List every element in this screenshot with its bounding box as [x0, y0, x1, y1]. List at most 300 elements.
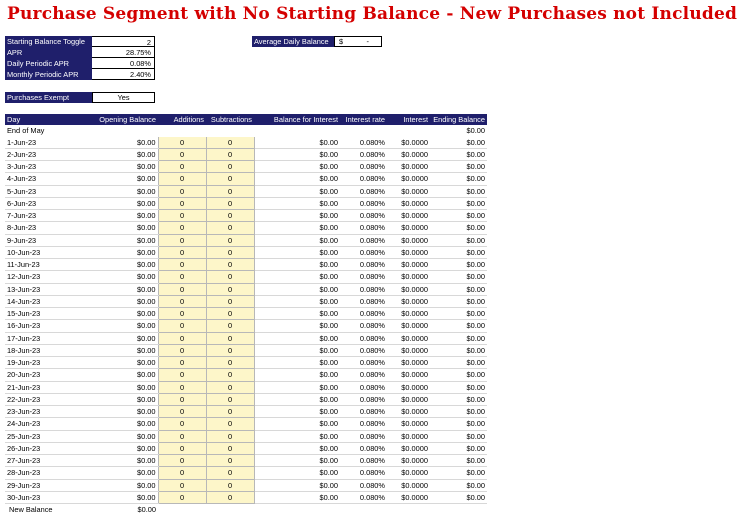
table-row — [5, 308, 487, 320]
ending-balance-cell[interactable]: $0.00 — [430, 442, 487, 454]
table-row — [5, 418, 487, 430]
ending-balance-cell[interactable]: $0.00 — [430, 369, 487, 381]
additions-input-cell[interactable]: 0 — [158, 357, 206, 369]
table-row — [5, 210, 487, 222]
balance-for-interest-cell[interactable]: $0.00 — [254, 393, 340, 405]
additions-input-cell[interactable]: 0 — [158, 259, 206, 271]
interest-rate-cell[interactable]: 0.080% — [340, 406, 387, 418]
ending-balance-cell[interactable]: $0.00 — [430, 197, 487, 209]
day-cell[interactable]: 21-Jun-23 — [5, 381, 69, 393]
interest-cell[interactable]: $0.0000 — [387, 442, 430, 454]
ending-balance-cell[interactable]: $0.00 — [430, 357, 487, 369]
balance-for-interest-cell[interactable]: $0.00 — [254, 406, 340, 418]
balance-for-interest-cell[interactable]: $0.00 — [254, 491, 340, 503]
interest-rate-cell[interactable]: 0.080% — [340, 283, 387, 295]
opening-balance-cell[interactable]: $0.00 — [69, 259, 158, 271]
interest-cell[interactable]: $0.0000 — [387, 369, 430, 381]
additions-input-cell[interactable]: 0 — [158, 222, 206, 234]
opening-balance-cell[interactable]: $0.00 — [69, 137, 158, 149]
interest-rate-cell[interactable]: 0.080% — [340, 234, 387, 246]
interest-cell[interactable]: $0.0000 — [387, 393, 430, 405]
day-cell[interactable]: 22-Jun-23 — [5, 393, 69, 405]
additions-input-cell[interactable]: 0 — [158, 344, 206, 356]
day-cell[interactable]: 19-Jun-23 — [5, 357, 69, 369]
balance-for-interest-cell[interactable]: $0.00 — [254, 467, 340, 479]
table-row — [5, 369, 487, 381]
balance-for-interest-cell[interactable]: $0.00 — [254, 173, 340, 185]
subtractions-input-cell[interactable]: 0 — [206, 197, 254, 209]
ending-balance-cell[interactable]: $0.00 — [430, 185, 487, 197]
balance-for-interest-cell[interactable]: $0.00 — [254, 222, 340, 234]
interest-cell[interactable]: $0.0000 — [387, 148, 430, 160]
subtractions-input-cell[interactable]: 0 — [206, 283, 254, 295]
param-value-cell[interactable]: 0.08% — [92, 58, 155, 69]
balance-for-interest-cell[interactable]: $0.00 — [254, 308, 340, 320]
ending-balance-cell[interactable]: $0.00 — [430, 308, 487, 320]
ending-balance-cell[interactable]: $0.00 — [430, 332, 487, 344]
col-header-balance-for-interest: Balance for Interest — [254, 114, 340, 125]
opening-balance-cell[interactable]: $0.00 — [69, 185, 158, 197]
ending-balance-cell[interactable]: $0.00 — [430, 283, 487, 295]
interest-cell[interactable]: $0.0000 — [387, 491, 430, 503]
interest-rate-cell[interactable]: 0.080% — [340, 173, 387, 185]
end-of-may-ending[interactable]: $0.00 — [430, 125, 487, 136]
subtractions-input-cell[interactable]: 0 — [206, 344, 254, 356]
additions-input-cell[interactable]: 0 — [158, 271, 206, 283]
balance-for-interest-cell[interactable]: $0.00 — [254, 442, 340, 454]
day-cell[interactable]: 15-Jun-23 — [5, 308, 69, 320]
interest-cell[interactable]: $0.0000 — [387, 357, 430, 369]
opening-balance-cell[interactable]: $0.00 — [69, 418, 158, 430]
parameters-block — [5, 36, 155, 80]
interest-rate-cell[interactable]: 0.080% — [340, 430, 387, 442]
balance-for-interest-cell[interactable]: $0.00 — [254, 418, 340, 430]
balance-for-interest-cell[interactable]: $0.00 — [254, 344, 340, 356]
subtractions-input-cell[interactable]: 0 — [206, 234, 254, 246]
subtractions-input-cell[interactable]: 0 — [206, 295, 254, 307]
table-row — [5, 357, 487, 369]
table-row — [5, 491, 487, 503]
ending-balance-cell[interactable]: $0.00 — [430, 430, 487, 442]
day-cell[interactable]: 30-Jun-23 — [5, 491, 69, 503]
subtractions-input-cell[interactable]: 0 — [206, 246, 254, 258]
day-cell[interactable]: 24-Jun-23 — [5, 418, 69, 430]
day-cell[interactable]: 29-Jun-23 — [5, 479, 69, 491]
additions-input-cell[interactable]: 0 — [158, 197, 206, 209]
table-row — [5, 234, 487, 246]
additions-input-cell[interactable]: 0 — [158, 308, 206, 320]
subtractions-input-cell[interactable]: 0 — [206, 332, 254, 344]
opening-balance-cell[interactable]: $0.00 — [69, 234, 158, 246]
balance-for-interest-cell[interactable]: $0.00 — [254, 259, 340, 271]
interest-rate-cell[interactable]: 0.080% — [340, 491, 387, 503]
balance-for-interest-cell[interactable]: $0.00 — [254, 320, 340, 332]
interest-cell[interactable]: $0.0000 — [387, 283, 430, 295]
ending-balance-cell[interactable]: $0.00 — [430, 234, 487, 246]
opening-balance-cell[interactable]: $0.00 — [69, 369, 158, 381]
interest-cell[interactable]: $0.0000 — [387, 320, 430, 332]
balance-for-interest-cell[interactable]: $0.00 — [254, 234, 340, 246]
table-row — [5, 148, 487, 160]
opening-balance-cell[interactable]: $0.00 — [69, 308, 158, 320]
day-cell[interactable]: 12-Jun-23 — [5, 271, 69, 283]
param-label: Starting Balance Toggle — [5, 36, 92, 47]
interest-rate-cell[interactable]: 0.080% — [340, 137, 387, 149]
opening-balance-cell[interactable]: $0.00 — [69, 320, 158, 332]
additions-input-cell[interactable]: 0 — [158, 210, 206, 222]
additions-input-cell[interactable]: 0 — [158, 234, 206, 246]
day-cell[interactable]: 20-Jun-23 — [5, 369, 69, 381]
interest-rate-cell[interactable]: 0.080% — [340, 308, 387, 320]
interest-rate-cell[interactable]: 0.080% — [340, 259, 387, 271]
day-cell[interactable]: 8-Jun-23 — [5, 222, 69, 234]
ending-balance-cell[interactable]: $0.00 — [430, 161, 487, 173]
interest-rate-cell[interactable]: 0.080% — [340, 320, 387, 332]
param-label: APR — [5, 47, 92, 58]
ending-balance-cell[interactable]: $0.00 — [430, 491, 487, 503]
ending-balance-cell[interactable]: $0.00 — [430, 173, 487, 185]
interest-rate-cell[interactable]: 0.080% — [340, 295, 387, 307]
interest-cell[interactable]: $0.0000 — [387, 479, 430, 491]
end-of-may-row — [5, 125, 487, 136]
day-cell[interactable]: 16-Jun-23 — [5, 320, 69, 332]
balance-for-interest-cell[interactable]: $0.00 — [254, 197, 340, 209]
additions-input-cell[interactable]: 0 — [158, 332, 206, 344]
balance-for-interest-cell[interactable]: $0.00 — [254, 210, 340, 222]
subtractions-input-cell[interactable]: 0 — [206, 137, 254, 149]
interest-cell[interactable]: $0.0000 — [387, 308, 430, 320]
table-row — [5, 344, 487, 356]
opening-balance-cell[interactable]: $0.00 — [69, 173, 158, 185]
opening-balance-cell[interactable]: $0.00 — [69, 393, 158, 405]
balance-for-interest-cell[interactable]: $0.00 — [254, 246, 340, 258]
daily-balance-table — [5, 114, 487, 515]
interest-rate-cell[interactable]: 0.080% — [340, 467, 387, 479]
subtractions-input-cell[interactable]: 0 — [206, 308, 254, 320]
interest-cell[interactable]: $0.0000 — [387, 246, 430, 258]
day-cell[interactable]: 13-Jun-23 — [5, 283, 69, 295]
additions-input-cell[interactable]: 0 — [158, 430, 206, 442]
interest-rate-cell[interactable]: 0.080% — [340, 222, 387, 234]
ending-balance-cell[interactable]: $0.00 — [430, 210, 487, 222]
ending-balance-cell[interactable]: $0.00 — [430, 259, 487, 271]
day-cell[interactable]: 2-Jun-23 — [5, 148, 69, 160]
day-cell[interactable]: 9-Jun-23 — [5, 234, 69, 246]
day-cell[interactable]: 1-Jun-23 — [5, 137, 69, 149]
day-cell[interactable]: 14-Jun-23 — [5, 295, 69, 307]
interest-rate-cell[interactable]: 0.080% — [340, 332, 387, 344]
ending-balance-cell[interactable]: $0.00 — [430, 295, 487, 307]
ending-balance-cell[interactable]: $0.00 — [430, 271, 487, 283]
ending-balance-cell[interactable]: $0.00 — [430, 418, 487, 430]
balance-for-interest-cell[interactable]: $0.00 — [254, 430, 340, 442]
interest-cell[interactable]: $0.0000 — [387, 210, 430, 222]
subtractions-input-cell[interactable]: 0 — [206, 271, 254, 283]
interest-cell[interactable]: $0.0000 — [387, 467, 430, 479]
table-row — [5, 173, 487, 185]
subtractions-input-cell[interactable]: 0 — [206, 406, 254, 418]
balance-for-interest-cell[interactable]: $0.00 — [254, 332, 340, 344]
day-cell[interactable]: 11-Jun-23 — [5, 259, 69, 271]
sheet-title: Purchase Segment with No Starting Balance - New Purchases not Included — [7, 4, 737, 24]
subtractions-input-cell[interactable]: 0 — [206, 320, 254, 332]
subtractions-input-cell[interactable]: 0 — [206, 430, 254, 442]
table-row — [5, 467, 487, 479]
subtractions-input-cell[interactable]: 0 — [206, 455, 254, 467]
interest-cell[interactable]: $0.0000 — [387, 173, 430, 185]
additions-input-cell[interactable]: 0 — [158, 479, 206, 491]
subtractions-input-cell[interactable]: 0 — [206, 393, 254, 405]
opening-balance-cell[interactable]: $0.00 — [69, 479, 158, 491]
subtractions-input-cell[interactable]: 0 — [206, 185, 254, 197]
interest-cell[interactable]: $0.0000 — [387, 161, 430, 173]
param-row-daily-apr — [5, 58, 155, 69]
avg-daily-balance-value: - — [367, 37, 369, 46]
interest-cell[interactable]: $0.0000 — [387, 455, 430, 467]
interest-rate-cell[interactable]: 0.080% — [340, 442, 387, 454]
table-row — [5, 442, 487, 454]
additions-input-cell[interactable]: 0 — [158, 246, 206, 258]
table-row — [5, 381, 487, 393]
subtractions-input-cell[interactable]: 0 — [206, 148, 254, 160]
table-row — [5, 246, 487, 258]
opening-balance-cell[interactable]: $0.00 — [69, 455, 158, 467]
subtractions-input-cell[interactable]: 0 — [206, 381, 254, 393]
ending-balance-cell[interactable]: $0.00 — [430, 467, 487, 479]
day-cell[interactable]: 18-Jun-23 — [5, 344, 69, 356]
interest-rate-cell[interactable]: 0.080% — [340, 210, 387, 222]
opening-balance-cell[interactable]: $0.00 — [69, 344, 158, 356]
interest-rate-cell[interactable]: 0.080% — [340, 197, 387, 209]
additions-input-cell[interactable]: 0 — [158, 161, 206, 173]
additions-input-cell[interactable]: 0 — [158, 455, 206, 467]
ending-balance-cell[interactable]: $0.00 — [430, 344, 487, 356]
opening-balance-cell[interactable]: $0.00 — [69, 381, 158, 393]
param-value-cell[interactable]: 2.40% — [92, 69, 155, 80]
col-header-ending-balance: Ending Balance — [430, 114, 487, 125]
purchases-exempt-label: Purchases Exempt — [5, 92, 92, 103]
subtractions-input-cell[interactable]: 0 — [206, 161, 254, 173]
balance-for-interest-cell[interactable]: $0.00 — [254, 295, 340, 307]
param-row-apr — [5, 47, 155, 58]
table-row — [5, 455, 487, 467]
day-cell[interactable]: 26-Jun-23 — [5, 442, 69, 454]
subtractions-input-cell[interactable]: 0 — [206, 357, 254, 369]
ending-balance-cell[interactable]: $0.00 — [430, 148, 487, 160]
day-cell[interactable]: 25-Jun-23 — [5, 430, 69, 442]
ending-balance-cell[interactable]: $0.00 — [430, 381, 487, 393]
opening-balance-cell[interactable]: $0.00 — [69, 148, 158, 160]
subtractions-input-cell[interactable]: 0 — [206, 418, 254, 430]
opening-balance-cell[interactable]: $0.00 — [69, 210, 158, 222]
interest-rate-cell[interactable]: 0.080% — [340, 344, 387, 356]
day-cell[interactable]: 17-Jun-23 — [5, 332, 69, 344]
opening-balance-cell[interactable]: $0.00 — [69, 271, 158, 283]
day-cell[interactable]: 27-Jun-23 — [5, 455, 69, 467]
purchases-exempt — [5, 92, 155, 103]
ending-balance-cell[interactable]: $0.00 — [430, 393, 487, 405]
interest-rate-cell[interactable]: 0.080% — [340, 357, 387, 369]
ending-balance-cell[interactable]: $0.00 — [430, 406, 487, 418]
interest-cell[interactable]: $0.0000 — [387, 430, 430, 442]
interest-cell[interactable]: $0.0000 — [387, 197, 430, 209]
day-cell[interactable]: 5-Jun-23 — [5, 185, 69, 197]
avg-daily-balance-cell[interactable] — [334, 36, 382, 47]
subtractions-input-cell[interactable]: 0 — [206, 479, 254, 491]
interest-cell[interactable]: $0.0000 — [387, 418, 430, 430]
day-cell[interactable]: 4-Jun-23 — [5, 173, 69, 185]
subtractions-input-cell[interactable]: 0 — [206, 491, 254, 503]
balance-for-interest-cell[interactable]: $0.00 — [254, 271, 340, 283]
interest-rate-cell[interactable]: 0.080% — [340, 271, 387, 283]
opening-balance-cell[interactable]: $0.00 — [69, 332, 158, 344]
interest-cell[interactable]: $0.0000 — [387, 222, 430, 234]
table-row — [5, 320, 487, 332]
balance-for-interest-cell[interactable]: $0.00 — [254, 479, 340, 491]
additions-input-cell[interactable]: 0 — [158, 442, 206, 454]
param-value-cell[interactable]: 28.75% — [92, 47, 155, 58]
additions-input-cell[interactable]: 0 — [158, 418, 206, 430]
param-label: Monthly Periodic APR — [5, 69, 92, 80]
interest-rate-cell[interactable]: 0.080% — [340, 418, 387, 430]
ending-balance-cell[interactable]: $0.00 — [430, 246, 487, 258]
opening-balance-cell[interactable]: $0.00 — [69, 430, 158, 442]
balance-for-interest-cell[interactable]: $0.00 — [254, 185, 340, 197]
interest-rate-cell[interactable]: 0.080% — [340, 455, 387, 467]
balance-for-interest-cell[interactable]: $0.00 — [254, 137, 340, 149]
ending-balance-cell[interactable]: $0.00 — [430, 222, 487, 234]
col-header-additions: Additions — [158, 114, 206, 125]
day-cell[interactable]: 10-Jun-23 — [5, 246, 69, 258]
opening-balance-cell[interactable]: $0.00 — [69, 295, 158, 307]
param-row-toggle — [5, 36, 155, 47]
opening-balance-cell[interactable]: $0.00 — [69, 467, 158, 479]
opening-balance-cell[interactable]: $0.00 — [69, 161, 158, 173]
interest-rate-cell[interactable]: 0.080% — [340, 369, 387, 381]
interest-cell[interactable]: $0.0000 — [387, 295, 430, 307]
balance-for-interest-cell[interactable]: $0.00 — [254, 369, 340, 381]
ending-balance-cell[interactable]: $0.00 — [430, 479, 487, 491]
additions-input-cell[interactable]: 0 — [158, 381, 206, 393]
param-value-cell[interactable]: 2 — [92, 36, 155, 47]
table-row — [5, 197, 487, 209]
interest-rate-cell[interactable]: 0.080% — [340, 185, 387, 197]
col-header-interest-rate: Interest rate — [340, 114, 387, 125]
table-row — [5, 406, 487, 418]
day-cell[interactable]: 23-Jun-23 — [5, 406, 69, 418]
interest-cell[interactable]: $0.0000 — [387, 185, 430, 197]
balance-for-interest-cell[interactable]: $0.00 — [254, 148, 340, 160]
opening-balance-cell[interactable]: $0.00 — [69, 283, 158, 295]
additions-input-cell[interactable]: 0 — [158, 393, 206, 405]
subtractions-input-cell[interactable]: 0 — [206, 210, 254, 222]
interest-cell[interactable]: $0.0000 — [387, 234, 430, 246]
opening-balance-cell[interactable]: $0.00 — [69, 442, 158, 454]
additions-input-cell[interactable]: 0 — [158, 467, 206, 479]
additions-input-cell[interactable]: 0 — [158, 295, 206, 307]
col-header-day: Day — [5, 114, 69, 125]
additions-input-cell[interactable]: 0 — [158, 137, 206, 149]
interest-rate-cell[interactable]: 0.080% — [340, 381, 387, 393]
subtractions-input-cell[interactable]: 0 — [206, 369, 254, 381]
interest-rate-cell[interactable]: 0.080% — [340, 148, 387, 160]
table-row — [5, 283, 487, 295]
interest-rate-cell[interactable]: 0.080% — [340, 479, 387, 491]
interest-rate-cell[interactable]: 0.080% — [340, 161, 387, 173]
ending-balance-cell[interactable]: $0.00 — [430, 320, 487, 332]
new-balance-value[interactable]: $0.00 — [69, 504, 158, 515]
subtractions-input-cell[interactable]: 0 — [206, 222, 254, 234]
table-row — [5, 479, 487, 491]
purchases-exempt-cell[interactable]: Yes — [92, 92, 155, 103]
opening-balance-cell[interactable]: $0.00 — [69, 197, 158, 209]
currency-symbol: $ — [339, 37, 343, 46]
balance-for-interest-cell[interactable]: $0.00 — [254, 357, 340, 369]
table-row — [5, 430, 487, 442]
opening-balance-cell[interactable]: $0.00 — [69, 222, 158, 234]
interest-cell[interactable]: $0.0000 — [387, 381, 430, 393]
day-cell[interactable]: 28-Jun-23 — [5, 467, 69, 479]
ending-balance-cell[interactable]: $0.00 — [430, 137, 487, 149]
balance-for-interest-cell[interactable]: $0.00 — [254, 283, 340, 295]
interest-cell[interactable]: $0.0000 — [387, 406, 430, 418]
additions-input-cell[interactable]: 0 — [158, 185, 206, 197]
interest-cell[interactable]: $0.0000 — [387, 332, 430, 344]
col-header-interest: Interest — [387, 114, 430, 125]
interest-rate-cell[interactable]: 0.080% — [340, 393, 387, 405]
interest-rate-cell[interactable]: 0.080% — [340, 246, 387, 258]
additions-input-cell[interactable]: 0 — [158, 148, 206, 160]
opening-balance-cell[interactable]: $0.00 — [69, 246, 158, 258]
interest-cell[interactable]: $0.0000 — [387, 137, 430, 149]
table-row — [5, 137, 487, 149]
col-header-subtractions: Subtractions — [206, 114, 254, 125]
ending-balance-cell[interactable]: $0.00 — [430, 455, 487, 467]
additions-input-cell[interactable]: 0 — [158, 491, 206, 503]
table-row — [5, 295, 487, 307]
balance-for-interest-cell[interactable]: $0.00 — [254, 161, 340, 173]
avg-daily-balance-label: Average Daily Balance — [252, 36, 334, 47]
subtractions-input-cell[interactable]: 0 — [206, 173, 254, 185]
col-header-opening-balance: Opening Balance — [69, 114, 158, 125]
opening-balance-cell[interactable]: $0.00 — [69, 491, 158, 503]
opening-balance-cell[interactable]: $0.00 — [69, 357, 158, 369]
param-row-monthly-apr — [5, 69, 155, 80]
balance-for-interest-cell[interactable]: $0.00 — [254, 455, 340, 467]
table-row — [5, 161, 487, 173]
interest-cell[interactable]: $0.0000 — [387, 271, 430, 283]
additions-input-cell[interactable]: 0 — [158, 320, 206, 332]
balance-for-interest-cell[interactable]: $0.00 — [254, 381, 340, 393]
day-cell[interactable]: 6-Jun-23 — [5, 197, 69, 209]
additions-input-cell[interactable]: 0 — [158, 369, 206, 381]
table-header-row — [5, 114, 487, 125]
new-balance-row — [5, 504, 487, 515]
new-balance-label: New Balance — [5, 504, 69, 515]
subtractions-input-cell[interactable]: 0 — [206, 442, 254, 454]
day-cell[interactable]: 7-Jun-23 — [5, 210, 69, 222]
additions-input-cell[interactable]: 0 — [158, 173, 206, 185]
table-row — [5, 332, 487, 344]
additions-input-cell[interactable]: 0 — [158, 283, 206, 295]
day-cell[interactable]: 3-Jun-23 — [5, 161, 69, 173]
subtractions-input-cell[interactable]: 0 — [206, 467, 254, 479]
subtractions-input-cell[interactable]: 0 — [206, 259, 254, 271]
opening-balance-cell[interactable]: $0.00 — [69, 406, 158, 418]
interest-cell[interactable]: $0.0000 — [387, 259, 430, 271]
additions-input-cell[interactable]: 0 — [158, 406, 206, 418]
interest-cell[interactable]: $0.0000 — [387, 344, 430, 356]
